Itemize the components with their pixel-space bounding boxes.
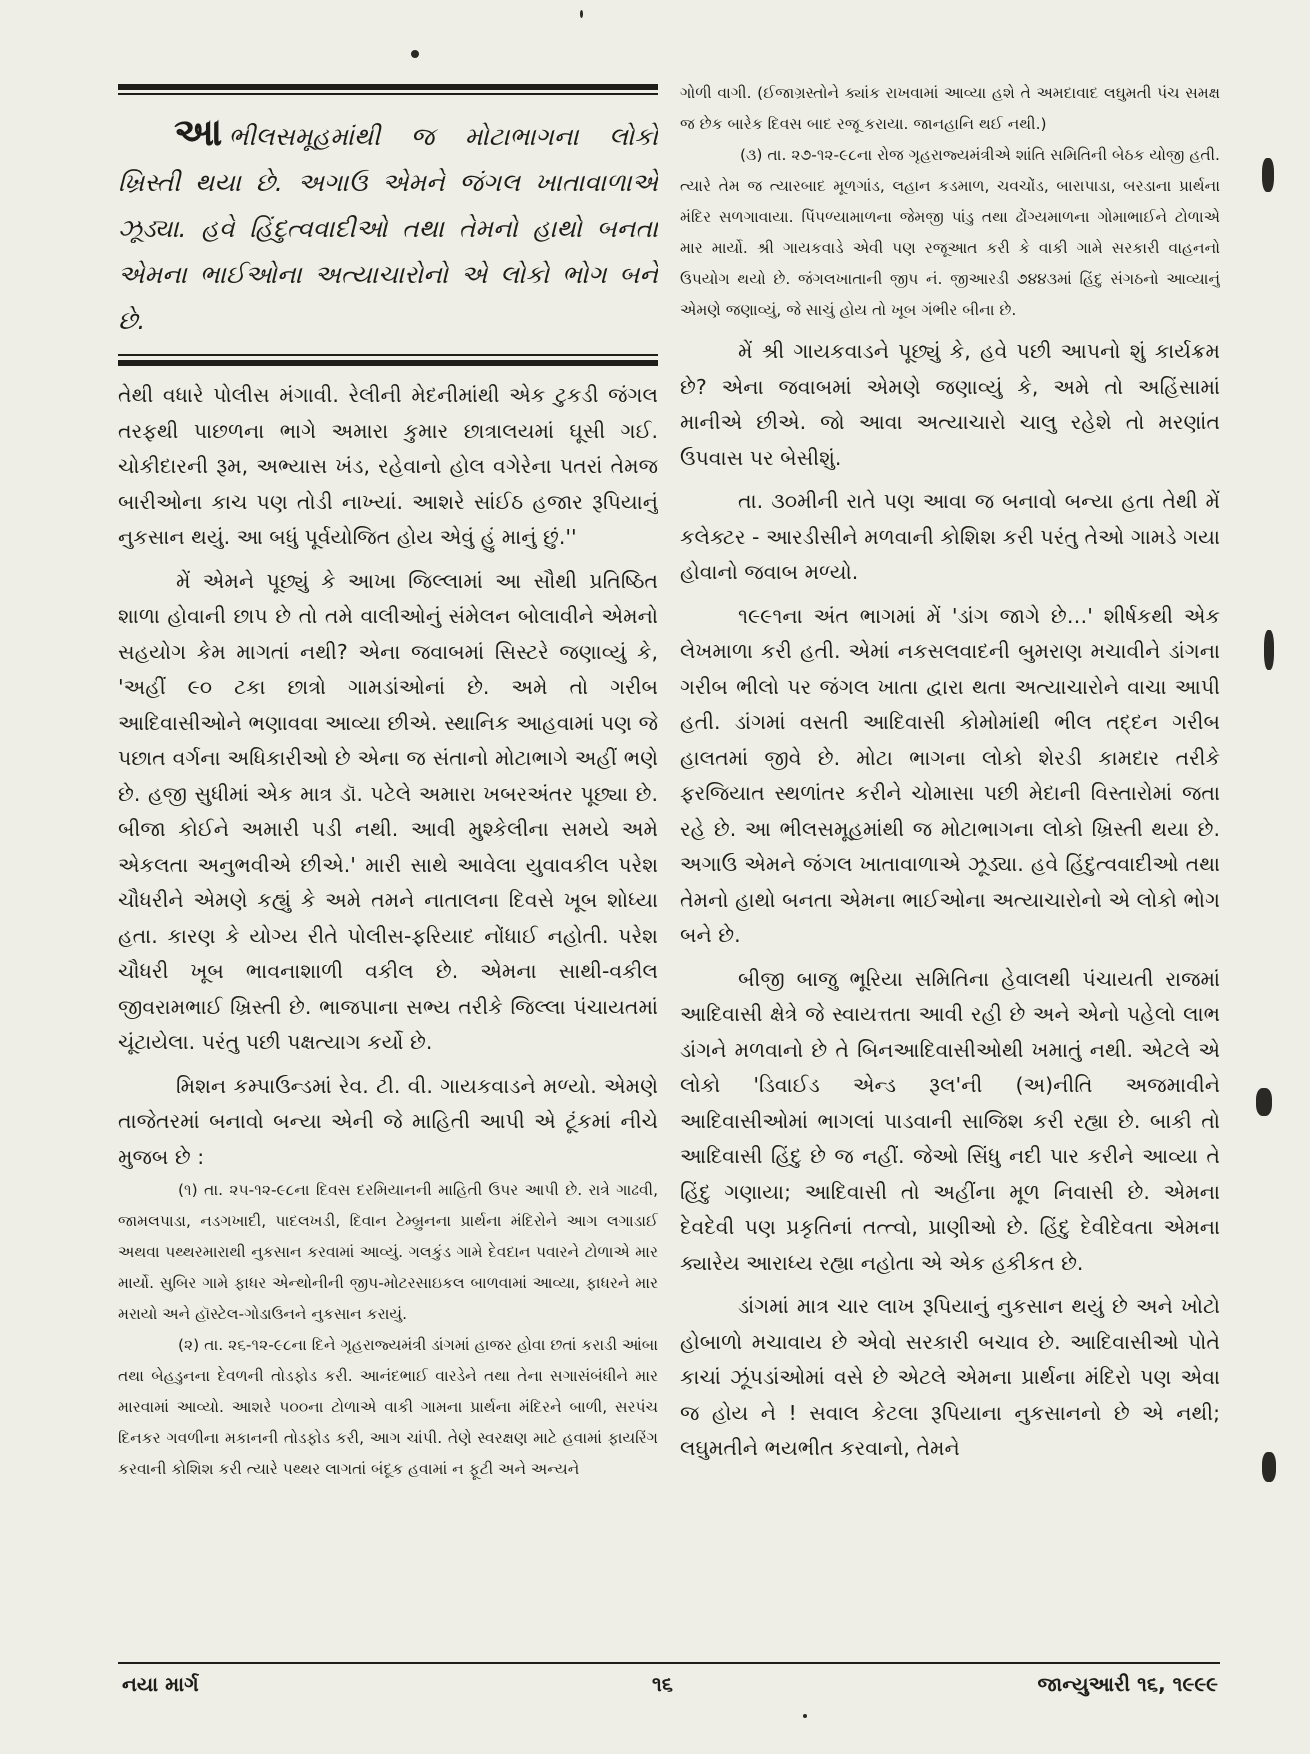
left-column [118,80,658,1660]
incident-item-3: (૩) તા. ૨૭-૧૨-૯૮ના રોજ ગૃહરાજ્યમંત્રીએ શાંતિ સમિતિની બેઠક યોજી હતી. ત્યારે તેમ જ ત્યારબાદ મૂળગાંડ, લહાન કડમાળ, ચવચોંડ, બારાપાડા, બરડાના પ્રાર્થના મંદિર સળગાવાયા. પિંપળ્યામાળના જેમજી પાંડુ તથા ઢોંગ્યમાળના ગોમાભાઈને ટોળાએ માર માર્યો. શ્રી ગાયકવાડે એવી પણ રજૂઆત કરી કે વાકી ગામે સરકારી વાહનનો ઉપયોગ થયો છે. જંગલખાતાની જીપ નં. જીઆરડી ૭૪૪૩માં હિંદુ સંગઠનો આવ્યાનું એમણે જણાવ્યું, જે સાચું હોય તો ખૂબ ગંભીર બીના છે. [680,146,1220,319]
binding-hole-mark [1262,158,1274,192]
binding-hole-mark [1264,630,1274,670]
pull-quote-lead: આ [174,110,223,154]
paragraph-mission-compound: મિશન કમ્પાઉન્ડમાં રેવ. ટી. વી. ગાયકવાડને મળ્યો. એમણે તાજેતરમાં બનાવો બન્યા એની જે માહિતી આપી એ ટૂંકમાં નીચે મુજબ છે : [118,1073,658,1169]
print-speck [411,50,419,58]
paragraph-dang-jage-che: ૧૯૯૧ના અંત ભાગમાં મેં 'ડાંગ જાગે છે…' શીર્ષકથી એક લેખમાળા કરી હતી. એમાં નકસલવાદની બુમરાણ મચાવીને ડાંગના ગરીબ ભીલો પર જંગલ ખાતા દ્વારા થતા અત્યાચારોને વાચા આપી હતી. ડાંગમાં વસતી આદિવાસી કોમોમાંથી ભીલ તદ્દન ગરીબ હાલતમાં જીવે છે. મોટા ભાગના લોકો શેરડી કામદાર તરીકે ફરજિયાત સ્થળાંતર કરીને ચોમાસા પછી મેદાની વિસ્તારોમાં જતા રહે છે. આ ભીલસમૂહમાંથી જ મોટાભાગના લોકો ખ્રિસ્તી થયા છે. અગાઉ એમને જંગલ ખાતાવાળાએ ઝૂડ્યા. હવે હિંદુત્વવાદીઓ તથા તેમનો હાથો બનતા એમના ભાઈઓના અત્યાચારોનો એ લોકો ભોગ બને છે. [680,603,1220,947]
issue-date: જાન્યુઆરી ૧૬, ૧૯૯૯ [1037,1672,1218,1696]
pullquote-top-thin-rule [118,93,658,95]
pullquote-top-rule [118,84,658,90]
paragraph-police: તેથી વધારે પોલીસ મંગાવી. રેલીની મેદનીમાંથી એક ટુકડી જંગલ તરફથી પાછળના ભાગે અમારા કુમાર છાત્રાલયમાં ઘૂસી ગઈ. ચોકીદારની રૂમ, અભ્યાસ ખંડ, રહેવાનો હોલ વગેરેના પતરાં તેમજ બારીઓના કાચ પણ તોડી નાખ્યાં. આશરે સાંઈઠ હજાર રૂપિયાનું નુકસાન થયું. આ બધું પૂર્વયોજિત હોય એવું હું માનું છું.'' [118,383,658,549]
binding-hole-mark [1262,1452,1276,1482]
paragraph-sister-reply: મેં એમને પૂછ્યું કે આખા જિલ્લામાં આ સૌથી પ્રતિષ્ઠિત શાળા હોવાની છાપ છે તો તમે વાલીઓનું સંમેલન બોલાવીને એમનો સહયોગ કેમ માગતાં નથી? એના જવાબમાં સિસ્ટરે જણાવ્યું કે, 'અહીં ૯૦ ટકા છાત્રો ગામડાંઓનાં છે. અમે તો ગરીબ આદિવાસીઓને ભણાવવા આવ્યા છીએ. સ્થાનિક આહવામાં પણ જે પછાત વર્ગના અધિકારીઓ છે એના જ સંતાનો મોટાભાગે અહીં ભણે છે. હજી સુધીમાં એક માત્ર ડૉ. પટેલે અમારા ખબરઅંતર પૂછ્યા છે. બીજા કોઈને અમારી પડી નથી. આવી મુશ્કેલીના સમયે અમે એકલતા અનુભવીએ છીએ.' મારી સાથે આવેલા યુવાવકીલ પરેશ ચૌધરીને એમણે કહ્યું કે અમે તમને નાતાલના દિવસે ખૂબ શોધ્યા હતા. કારણ કે યોગ્ય રીતે પોલીસ-ફરિયાદ નોંધાઈ નહોતી. પરેશ ચૌધરી ખૂબ ભાવનાશાળી વકીલ છે. એમના સાથી-વકીલ જીવરામભાઈ ખ્રિસ્તી છે. ભાજપાના સભ્ય તરીકે જિલ્લા પંચાયતમાં ચૂંટાયેલા. પરંતુ પછી પક્ષત્યાગ કર્યો છે. [118,568,658,1054]
paragraph-bhuria-committee: બીજી બાજુ ભૂરિયા સમિતિના હેવાલથી પંચાયતી રાજમાં આદિવાસી ક્ષેત્રે જે સ્વાયત્તતા આવી રહી છે અને એનો પહેલો લાભ ડાંગને મળવાનો છે તે બિનઆદિવાસીઓથી ખમાતું નથી. એટલે એ લોકો 'ડિવાઈડ એન્ડ રૂલ'ની (અ)નીતિ અજમાવીને આદિવાસીઓમાં ભાગલાં પાડવાની સાજિશ કરી રહ્યા છે. બાકી તો આદિવાસી હિંદુ છે જ નહીં. જેઓ સિંધુ નદી પાર કરીને આવ્યા તે હિંદુ ગણાયા; આદિવાસી તો અહીંના મૂળ નિવાસી છે. એમના દેવદેવી પણ પ્રકૃતિનાં તત્ત્વો, પ્રાણીઓ છે. હિંદુ દેવીદેવતા એમના ક્યારેય આરાધ્ય રહ્યા નહોતા એ એક હકીકત છે. [680,966,1220,1275]
incident-item-1: (૧) તા. ૨૫-૧૨-૯૮ના દિવસ દરમિયાનની માહિતી ઉપર આપી છે. રાત્રે ગાઢવી, જામલપાડા, નડગખાદી, પાદલખડી, દિવાન ટેમ્બ્રુનના પ્રાર્થના મંદિરોને આગ લગાડાઈ અથવા પથ્થરમારાથી નુકસાન કરવામાં આવ્યું. ગલકુંડ ગામે દેવદાન પવારને ટોળાએ માર માર્યો. સુબિર ગામે ફાધર એન્થોનીની જીપ-મોટરસાઇકલ બાળવામાં આવ્યા, ફાધરને માર મરાયો અને હૉસ્ટેલ-ગોડાઉનને નુકસાન કરાયું. [118,1181,658,1323]
publication-name: નયા માર્ગ [122,1672,199,1696]
print-speck [580,10,583,18]
incident-item-2-continued: ગોળી વાગી. (ઈજાગ્રસ્તોને ક્યાંક રાખવામાં આવ્યા હશે તે અમદાવાદ લઘુમતી પંચ સમક્ષ જ છેક બારેક દિવસ બાદ રજૂ કરાયા. જાનહાનિ થઈ નથી.) [680,84,1220,133]
pull-quote-text: ભીલસમૂહમાંથી જ મોટાભાગના લોકો ખ્રિસ્તી થયા છે. અગાઉ એમને જંગલ ખાતાવાળાએ ઝૂડ્યા. હવે હિંદુત્વવાદીઓ તથા તેમનો હાથો બનતા એમના ભાઈઓના અત્યાચારોનો એ લોકો ભોગ બને છે. [118,122,658,335]
footer-rule [118,1662,1220,1664]
right-column [680,78,1220,1660]
binding-hole-mark [1256,1088,1272,1116]
pull-quote [118,109,658,344]
incident-item-2: (૨) તા. ૨૬-૧૨-૯૮ના દિને ગૃહરાજ્યમંત્રી ડાંગમાં હાજર હોવા છતાં કરાડી આંબા તથા બેહડુનના દેવળની તોડફોડ કરી. આનંદભાઈ વારડેને તથા તેના સગાસંબંધીને માર મારવામાં આવ્યો. આશરે ૫૦૦ના ટોળાએ વાકી ગામના પ્રાર્થના મંદિરને બાળી, સરપંચ દિનકર ગવળીના મકાનની તોડફોડ કરી, આગ ચાંપી. તેણે સ્વરક્ષણ માટે હવામાં ફાયરિંગ કરવાની કોશિશ કરી ત્યારે પથ્થર લાગતાં બંદૂક હવામાં ન ફૂટી અને અન્યને [118,1336,658,1478]
pullquote-bottom-thin-rule [118,354,658,356]
paragraph-loss: ડાંગમાં માત્ર ચાર લાખ રૂપિયાનું નુકસાન થયું છે અને ખોટો હોબાળો મચાવાય છે એવો સરકારી બચાવ છે. આદિવાસીઓ પોતે કાચાં ઝૂંપડાંઓમાં વસે છે એટલે એમના પ્રાર્થના મંદિરો પણ એવા જ હોય ને ! સવાલ કેટલા રૂપિયાના નુકસાનનો છે એ નથી; લઘુમતીને ભયભીત કરવાનો, તેમને [680,1294,1220,1460]
page-number: ૧૬ [652,1672,673,1696]
paragraph-future-plan: મેં શ્રી ગાયકવાડને પૂછ્યું કે, હવે પછી આપનો શું કાર્યક્રમ છે? એના જવાબમાં એમણે જણાવ્યું કે, અમે તો અહિંસામાં માનીએ છીએ. જો આવા અત્યાચારો ચાલુ રહેશે તો મરણાંત ઉપવાસ પર બેસીશું. [680,339,1220,470]
paragraph-collector: તા. ૩૦મીની રાતે પણ આવા જ બનાવો બન્યા હતા તેથી મેં કલેક્ટર - આરડીસીને મળવાની કોશિશ કરી પરંતુ તેઓ ગામડે ગયા હોવાનો જવાબ મળ્યો. [680,489,1220,584]
pullquote-bottom-rule [118,360,658,366]
print-speck [803,1714,807,1718]
